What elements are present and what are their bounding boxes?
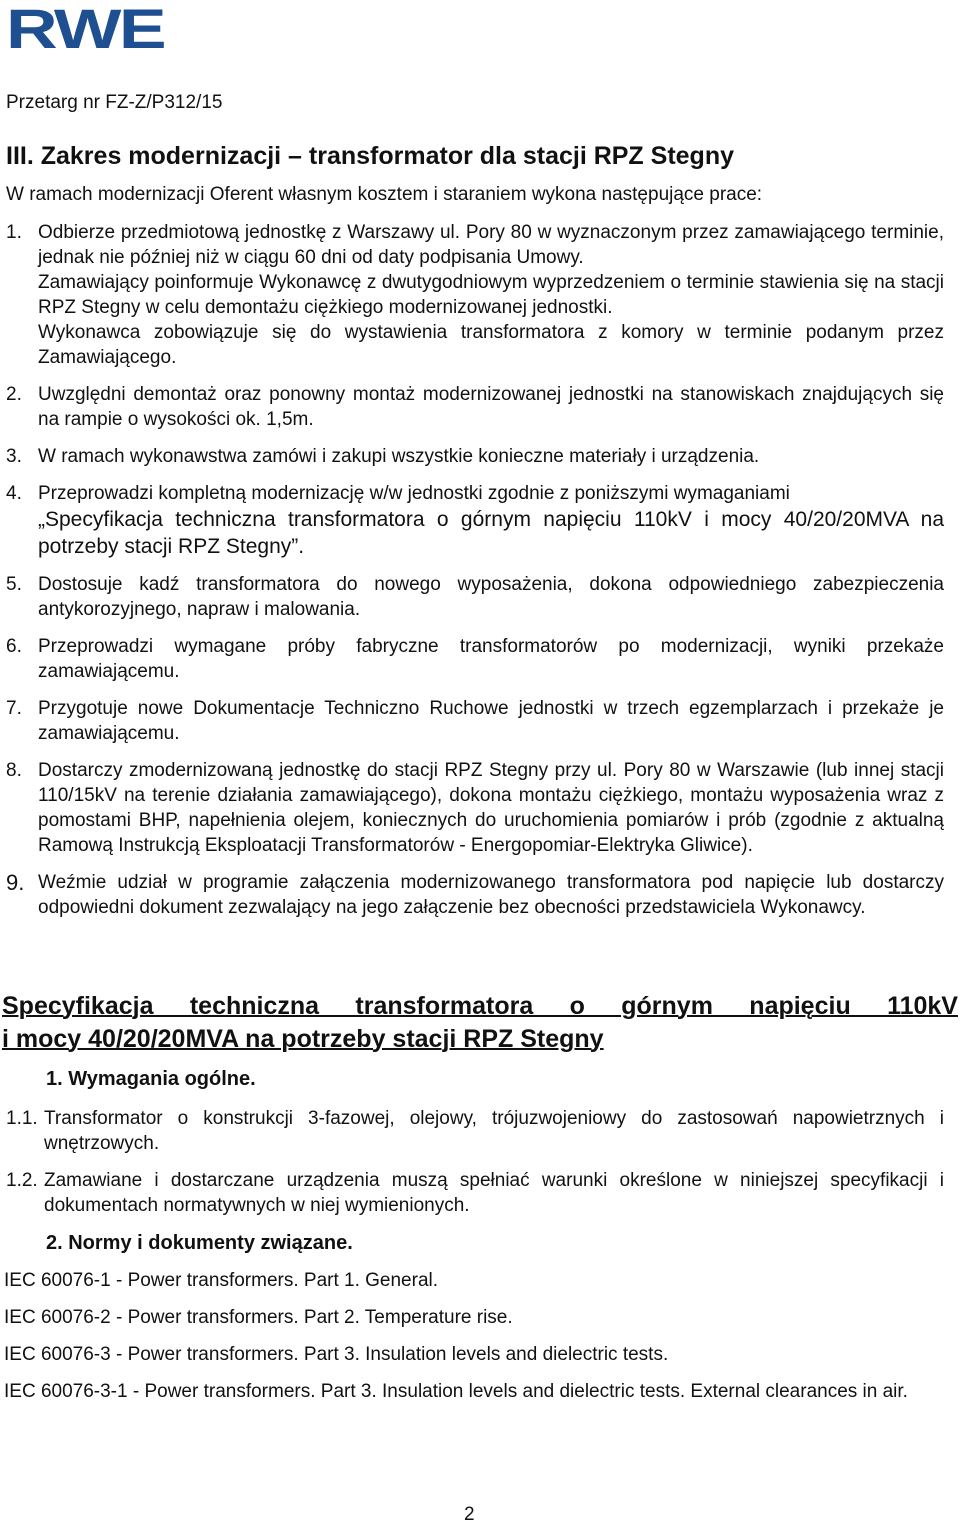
item-text: Uwzględni demontaż oraz ponowny montaż modernizowanej jednostki na stanowiskach znajdujących się na rampie o wysokości ok. 1,5m. xyxy=(38,384,944,430)
item-text: Transformator o konstrukcji 3-fazowej, olejowy, trójuzwojeniowy do zastosowań napowietrznych i wnętrzowych. xyxy=(44,1108,944,1154)
list-item xyxy=(6,758,944,858)
item-number: 5. xyxy=(6,574,22,595)
svg-text:RWE: RWE xyxy=(6,4,165,52)
norms-heading: 2. Normy i dokumenty związane. xyxy=(46,1232,353,1254)
list-item xyxy=(6,1168,944,1218)
item-number: 6. xyxy=(6,636,22,657)
spec-title-line: i mocy 40/20/20MVA na potrzeby stacji RPZ Stegny xyxy=(2,1025,604,1053)
item-text: Przeprowadzi wymagane próby fabryczne transformatorów po modernizacji, wyniki przekaże zamawiającemu. xyxy=(38,636,944,682)
norm-item: IEC 60076-3 - Power transformers. Part 3. Insulation levels and dielectric tests. xyxy=(4,1344,669,1365)
item-text: Zamawiane i dostarczane urządzenia muszą spełniać warunki określone w niniejszej specyfikacji i dokumentach normatywnych w niej wymienionych. xyxy=(44,1170,944,1216)
item-number: 1.2. xyxy=(6,1170,38,1191)
list-item xyxy=(6,870,944,920)
item-text: Dostosuje kadź transformatora do nowego wyposażenia, dokona odpowiedniego zabezpieczenia antykorozyjnego, napraw i malowania. xyxy=(38,574,944,620)
list-item xyxy=(6,572,944,622)
spec-quote: „Specyfikacja techniczna transformatora o górnym napięciu 110kV i mocy 40/20/20MVA na potrzeby stacji RPZ Stegny”. xyxy=(38,508,944,558)
tender-reference: Przetarg nr FZ-Z/P312/15 xyxy=(6,92,223,113)
list-item xyxy=(6,481,944,560)
norm-item: IEC 60076-1 - Power transformers. Part 1. General. xyxy=(4,1270,439,1291)
general-requirements-list xyxy=(6,1106,944,1218)
item-number: 2. xyxy=(6,384,22,405)
list-item xyxy=(6,696,944,746)
section-title: III. Zakres modernizacji – transformator dla stacji RPZ Stegny xyxy=(6,142,735,170)
list-item xyxy=(6,1106,944,1156)
item-text: Zamawiający poinformuje Wykonawcę z dwutygodniowym wyprzedzeniem o terminie stawienia się na stacji RPZ Stegny w celu demontażu ciężkiego modernizowanej jednostki. xyxy=(38,272,944,318)
norm-item: IEC 60076-3-1 - Power transformers. Part 3. Insulation levels and dielectric tests. External clearances in air. xyxy=(4,1381,908,1402)
item-number: 8. xyxy=(6,760,22,781)
item-number: 9. xyxy=(6,870,25,895)
item-number: 1.1. xyxy=(6,1108,38,1129)
list-item xyxy=(6,634,944,684)
item-text: Dostarczy zmodernizowaną jednostkę do stacji RPZ Stegny przy ul. Pory 80 w Warszawie (lub innej stacji 110/15kV na terenie działania zamawiającego), dokona montażu ciężkiego, montażu wyposażenia wraz z pomostami BHP, napełnienia olejem, koniecznych do uruchomienia pomiarów i prób (zgodnie z aktualną Ramową Instrukcją Eksploatacji Transformatorów - Energopomiar-Elektryka Gliwice). xyxy=(38,760,944,856)
item-number: 3. xyxy=(6,446,22,467)
general-requirements-heading: 1. Wymagania ogólne. xyxy=(46,1068,256,1090)
list-item xyxy=(6,444,944,469)
item-text: Weźmie udział w programie załączenia modernizowanego transformatora pod napięcie lub dostarczy odpowiedni dokument zezwalający na jego załączenie bez obecności przedstawiciela Wykonawcy. xyxy=(38,872,944,918)
section-intro: W ramach modernizacji Oferent własnym kosztem i staraniem wykona następujące prace: xyxy=(6,184,763,205)
list-item xyxy=(6,382,944,432)
item-text: W ramach wykonawstwa zamówi i zakupi wszystkie konieczne materiały i urządzenia. xyxy=(38,446,760,467)
rwe-logo xyxy=(6,4,166,52)
norms-list xyxy=(4,1268,944,1416)
item-text: Odbierze przedmiotową jednostkę z Warszawy ul. Pory 80 w wyznaczonym przez zamawiającego terminie, jednak nie później niż w ciągu 60 dni od daty podpisania Umowy. xyxy=(38,222,944,268)
item-text: Przeprowadzi kompletną modernizację w/w jednostki zgodnie z poniższymi wymaganiami xyxy=(38,483,790,504)
work-items-list xyxy=(6,220,944,932)
list-item xyxy=(6,220,944,370)
spec-title xyxy=(2,990,958,1056)
item-text: Przygotuje nowe Dokumentacje Techniczno Ruchowe jednostki w trzech egzemplarzach i przekaże je zamawiającemu. xyxy=(38,698,944,744)
item-number: 7. xyxy=(6,698,22,719)
norm-item: IEC 60076-2 - Power transformers. Part 2. Temperature rise. xyxy=(4,1307,513,1328)
item-number: 4. xyxy=(6,483,22,504)
item-number: 1. xyxy=(6,222,22,243)
page-number: 2 xyxy=(464,1504,475,1525)
spec-title-line: Specyfikacja techniczna transformatora o górnym napięciu 110kV xyxy=(2,992,958,1020)
item-text: Wykonawca zobowiązuje się do wystawienia transformatora z komory w terminie podanym przez Zamawiającego. xyxy=(38,322,944,368)
